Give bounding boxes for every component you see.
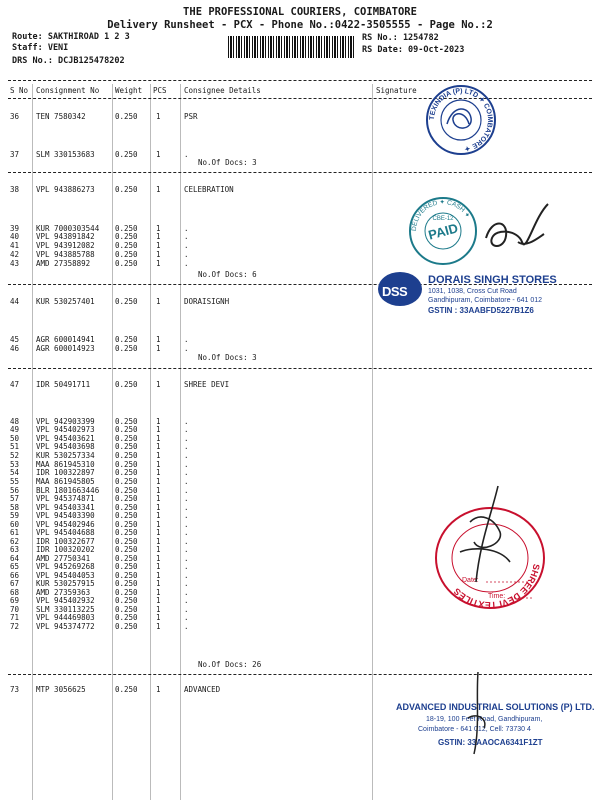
table-row (0, 112, 600, 122)
row-weight: 0.250 (115, 579, 138, 588)
table-row (0, 344, 600, 354)
row-sno: 59 (10, 511, 20, 520)
doc-count: No.Of Docs: 26 (198, 660, 262, 669)
row-weight: 0.250 (115, 250, 138, 259)
row-weight: 0.250 (115, 554, 138, 563)
row-sno: 45 (10, 335, 20, 344)
doc-count: No.Of Docs: 6 (198, 270, 257, 279)
row-consignment-no: AMD 27359363 (36, 588, 91, 597)
row-weight: 0.250 (115, 425, 138, 434)
row-consignment-no: SLM 330113225 (36, 605, 95, 614)
row-pcs: 1 (156, 528, 161, 537)
row-weight: 0.250 (115, 380, 138, 389)
col-pcs: PCS (153, 86, 167, 95)
row-consignment-no: BLR 1801663446 (36, 486, 100, 495)
row-pcs: 1 (156, 588, 161, 597)
row-consignment-no: VPL 945269268 (36, 562, 95, 571)
row-consignment-no: VPL 945374871 (36, 494, 95, 503)
signature-mark (478, 198, 558, 268)
row-sno: 37 (10, 150, 20, 159)
row-pcs: 1 (156, 150, 161, 159)
row-pcs: 1 (156, 494, 161, 503)
advanced-gstin: GSTIN: 33AAOCA6341F1ZT (438, 738, 543, 747)
row-consignee: PSR (184, 112, 198, 121)
row-sno: 72 (10, 622, 20, 631)
row-pcs: 1 (156, 545, 161, 554)
row-weight: 0.250 (115, 460, 138, 469)
col-signature: Signature (376, 86, 417, 95)
drs-number: DRS No.: DCJB125478202 (12, 56, 125, 66)
row-consignee: . (184, 537, 189, 546)
row-sno: 51 (10, 442, 20, 451)
row-consignment-no: IDR 100322677 (36, 537, 95, 546)
row-weight: 0.250 (115, 434, 138, 443)
row-weight: 0.250 (115, 545, 138, 554)
row-pcs: 1 (156, 605, 161, 614)
row-pcs: 1 (156, 344, 161, 353)
row-consignee: CELEBRATION (184, 185, 234, 194)
group-divider (8, 674, 592, 675)
row-consignment-no: KUR 530257334 (36, 451, 95, 460)
dss-store-name: DORAIS SINGH STORES (428, 274, 557, 286)
group-divider (8, 368, 592, 369)
row-consignment-no: VPL 945403698 (36, 442, 95, 451)
row-weight: 0.250 (115, 622, 138, 631)
row-weight: 0.250 (115, 477, 138, 486)
row-weight: 0.250 (115, 528, 138, 537)
row-pcs: 1 (156, 511, 161, 520)
advanced-company-name: ADVANCED INDUSTRIAL SOLUTIONS (P) LTD. (396, 702, 595, 712)
row-consignee: SHREE DEVI (184, 380, 230, 389)
doc-count: No.Of Docs: 3 (198, 353, 257, 362)
row-sno: 54 (10, 468, 20, 477)
row-pcs: 1 (156, 477, 161, 486)
row-sno: 70 (10, 605, 20, 614)
row-consignment-no: MTP 3056625 (36, 685, 86, 694)
row-pcs: 1 (156, 451, 161, 460)
group-divider (8, 172, 592, 173)
row-weight: 0.250 (115, 232, 138, 241)
barcode (228, 36, 356, 58)
row-pcs: 1 (156, 537, 161, 546)
row-pcs: 1 (156, 241, 161, 250)
row-consignment-no: VPL 945404688 (36, 528, 95, 537)
row-sno: 67 (10, 579, 20, 588)
paid-text: PAID (426, 220, 460, 243)
row-consignment-no: MAA 861945310 (36, 460, 95, 469)
row-consignment-no: VPL 942903399 (36, 417, 95, 426)
table-row (0, 380, 600, 390)
row-weight: 0.250 (115, 150, 138, 159)
row-consignment-no: IDR 100320202 (36, 545, 95, 554)
row-consignment-no: VPL 945403621 (36, 434, 95, 443)
row-pcs: 1 (156, 232, 161, 241)
dss-logo-text: DSS (382, 284, 408, 299)
row-consignee: . (184, 579, 189, 588)
row-sno: 44 (10, 297, 20, 306)
row-consignee: . (184, 417, 189, 426)
advanced-address-1: 18-19, 100 Feet Road, Gandhipuram, (426, 716, 543, 723)
signature-mark (440, 482, 530, 602)
rs-number: RS No.: 1254782 (362, 33, 439, 43)
row-consignment-no: VPL 945403341 (36, 503, 95, 512)
row-weight: 0.250 (115, 605, 138, 614)
row-pcs: 1 (156, 297, 161, 306)
row-consignment-no: VPL 945404053 (36, 571, 95, 580)
row-weight: 0.250 (115, 571, 138, 580)
divider (8, 80, 592, 81)
row-weight: 0.250 (115, 344, 138, 353)
staff-label: Staff: VENI (12, 43, 69, 53)
row-consignee: . (184, 605, 189, 614)
row-pcs: 1 (156, 434, 161, 443)
row-sno: 58 (10, 503, 20, 512)
row-pcs: 1 (156, 185, 161, 194)
row-consignment-no: VPL 943891842 (36, 232, 95, 241)
row-sno: 63 (10, 545, 20, 554)
paid-ring-text: DELIVERED ✦ CASH ✦ (410, 198, 472, 232)
row-pcs: 1 (156, 486, 161, 495)
row-consignee: . (184, 562, 189, 571)
row-pcs: 1 (156, 579, 161, 588)
row-sno: 60 (10, 520, 20, 529)
row-sno: 56 (10, 486, 20, 495)
row-weight: 0.250 (115, 685, 138, 694)
row-consignee: . (184, 613, 189, 622)
row-sno: 64 (10, 554, 20, 563)
row-pcs: 1 (156, 250, 161, 259)
row-sno: 47 (10, 380, 20, 389)
row-weight: 0.250 (115, 511, 138, 520)
shree-time-label: Time: (488, 593, 506, 600)
row-pcs: 1 (156, 596, 161, 605)
row-pcs: 1 (156, 425, 161, 434)
table-row (0, 185, 600, 195)
row-consignment-no: VPL 945403390 (36, 511, 95, 520)
row-sno: 68 (10, 588, 20, 597)
row-consignment-no: VPL 945402932 (36, 596, 95, 605)
row-pcs: 1 (156, 112, 161, 121)
row-consignee: . (184, 468, 189, 477)
row-consignment-no: IDR 50491711 (36, 380, 91, 389)
row-consignment-no: SLM 330153683 (36, 150, 95, 159)
row-consignment-no: KUR 530257401 (36, 297, 95, 306)
row-consignee: . (184, 241, 189, 250)
row-pcs: 1 (156, 417, 161, 426)
table-row (0, 150, 600, 160)
row-consignee: . (184, 335, 189, 344)
row-weight: 0.250 (115, 562, 138, 571)
row-weight: 0.250 (115, 112, 138, 121)
row-weight: 0.250 (115, 259, 138, 268)
row-consignee: . (184, 571, 189, 580)
table-row (0, 622, 600, 632)
row-sno: 50 (10, 434, 20, 443)
row-consignment-no: AMD 27358892 (36, 259, 91, 268)
row-weight: 0.250 (115, 596, 138, 605)
row-weight: 0.250 (115, 451, 138, 460)
row-pcs: 1 (156, 224, 161, 233)
row-weight: 0.250 (115, 417, 138, 426)
col-consignment: Consignment No (36, 86, 100, 95)
advanced-address-2: Coimbatore - 641 012, Cell: 73730 4 (418, 726, 531, 733)
signature-mark (458, 668, 498, 758)
dss-gstin: GSTIN : 33AABFD5227B1Z6 (428, 306, 534, 315)
row-sno: 36 (10, 112, 20, 121)
row-sno: 42 (10, 250, 20, 259)
row-consignee: . (184, 588, 189, 597)
row-consignee: . (184, 442, 189, 451)
row-pcs: 1 (156, 571, 161, 580)
row-sno: 41 (10, 241, 20, 250)
col-weight: Weight (115, 86, 143, 95)
doc-count: No.Of Docs: 3 (198, 158, 257, 167)
row-consignee: . (184, 511, 189, 520)
texindia-stamp (425, 84, 497, 156)
row-weight: 0.250 (115, 241, 138, 250)
row-sno: 55 (10, 477, 20, 486)
dss-stamp (376, 270, 576, 320)
row-pcs: 1 (156, 460, 161, 469)
row-sno: 66 (10, 571, 20, 580)
row-consignee: . (184, 520, 189, 529)
table-row (0, 685, 600, 695)
row-sno: 71 (10, 613, 20, 622)
row-consignee: . (184, 486, 189, 495)
route-label: Route: SAKTHIROAD 1 2 3 (12, 32, 130, 42)
row-sno: 61 (10, 528, 20, 537)
row-pcs: 1 (156, 685, 161, 694)
row-consignment-no: VPL 943885788 (36, 250, 95, 259)
row-weight: 0.250 (115, 224, 138, 233)
paid-top-text: CBE-12 (432, 216, 454, 222)
row-consignment-no: VPL 945374772 (36, 622, 95, 631)
row-consignee: ADVANCED (184, 685, 221, 694)
row-consignee: . (184, 150, 189, 159)
row-consignee: . (184, 250, 189, 259)
texindia-stamp-text: TEXINDIA (P) LTD ✦ COIMBATORE ✦ (428, 87, 494, 152)
row-sno: 49 (10, 425, 20, 434)
row-consignment-no: MAA 861945805 (36, 477, 95, 486)
row-pcs: 1 (156, 562, 161, 571)
row-consignee: . (184, 622, 189, 631)
row-pcs: 1 (156, 468, 161, 477)
row-sno: 40 (10, 232, 20, 241)
row-sno: 52 (10, 451, 20, 460)
row-sno: 48 (10, 417, 20, 426)
row-consignee: . (184, 224, 189, 233)
row-consignment-no: VPL 945402973 (36, 425, 95, 434)
row-pcs: 1 (156, 622, 161, 631)
row-sno: 38 (10, 185, 20, 194)
row-sno: 57 (10, 494, 20, 503)
row-consignment-no: VPL 943912082 (36, 241, 95, 250)
row-consignment-no: KUR 7000303544 (36, 224, 100, 233)
row-sno: 43 (10, 259, 20, 268)
row-weight: 0.250 (115, 468, 138, 477)
row-pcs: 1 (156, 259, 161, 268)
row-consignment-no: VPL 945402946 (36, 520, 95, 529)
row-consignment-no: KUR 530257915 (36, 579, 95, 588)
row-consignee: . (184, 494, 189, 503)
paid-stamp (408, 196, 478, 266)
row-weight: 0.250 (115, 520, 138, 529)
row-sno: 53 (10, 460, 20, 469)
row-consignee: . (184, 425, 189, 434)
row-consignee: . (184, 477, 189, 486)
divider (8, 98, 592, 99)
row-sno: 39 (10, 224, 20, 233)
row-pcs: 1 (156, 335, 161, 344)
col-sno: S No (10, 86, 29, 95)
row-weight: 0.250 (115, 335, 138, 344)
row-sno: 69 (10, 596, 20, 605)
col-consignee: Consignee Details (184, 86, 261, 95)
row-weight: 0.250 (115, 613, 138, 622)
row-consignee: . (184, 545, 189, 554)
shree-date-label: Date: (462, 577, 479, 584)
row-weight: 0.250 (115, 185, 138, 194)
row-sno: 73 (10, 685, 20, 694)
row-consignee: . (184, 554, 189, 563)
row-consignee: . (184, 503, 189, 512)
row-consignee: . (184, 344, 189, 353)
row-consignee: . (184, 232, 189, 241)
row-pcs: 1 (156, 503, 161, 512)
row-sno: 65 (10, 562, 20, 571)
row-consignment-no: AGR 600014941 (36, 335, 95, 344)
company-title: THE PROFESSIONAL COURIERS, COIMBATORE (183, 6, 417, 18)
rs-date: RS Date: 09-Oct-2023 (362, 45, 465, 55)
row-weight: 0.250 (115, 588, 138, 597)
row-consignee: . (184, 528, 189, 537)
row-consignee: . (184, 596, 189, 605)
row-consignee: . (184, 460, 189, 469)
row-consignee: DORAISIGNH (184, 297, 230, 306)
row-sno: 62 (10, 537, 20, 546)
row-pcs: 1 (156, 442, 161, 451)
row-weight: 0.250 (115, 442, 138, 451)
row-pcs: 1 (156, 380, 161, 389)
row-weight: 0.250 (115, 537, 138, 546)
row-consignment-no: AGR 600014923 (36, 344, 95, 353)
row-consignment-no: TEN 7580342 (36, 112, 86, 121)
row-consignee: . (184, 259, 189, 268)
row-consignment-no: AMD 27750341 (36, 554, 91, 563)
shree-ring-text: SHREE DEVI TEXTILES (451, 563, 542, 611)
row-consignment-no: VPL 943886273 (36, 185, 95, 194)
row-weight: 0.250 (115, 503, 138, 512)
dss-address-1: 1031, 1038, Cross Cut Road (428, 288, 517, 295)
row-consignee: . (184, 451, 189, 460)
row-consignment-no: VPL 944469803 (36, 613, 95, 622)
row-pcs: 1 (156, 520, 161, 529)
row-pcs: 1 (156, 554, 161, 563)
dss-address-2: Gandhipuram, Coimbatore - 641 012 (428, 297, 543, 304)
runsheet-subtitle: Delivery Runsheet - PCX - Phone No.:0422-3505555 - Page No.:2 (107, 19, 493, 31)
row-consignee: . (184, 434, 189, 443)
row-consignment-no: IDR 100322897 (36, 468, 95, 477)
row-sno: 46 (10, 344, 20, 353)
row-weight: 0.250 (115, 486, 138, 495)
row-weight: 0.250 (115, 494, 138, 503)
row-weight: 0.250 (115, 297, 138, 306)
row-pcs: 1 (156, 613, 161, 622)
